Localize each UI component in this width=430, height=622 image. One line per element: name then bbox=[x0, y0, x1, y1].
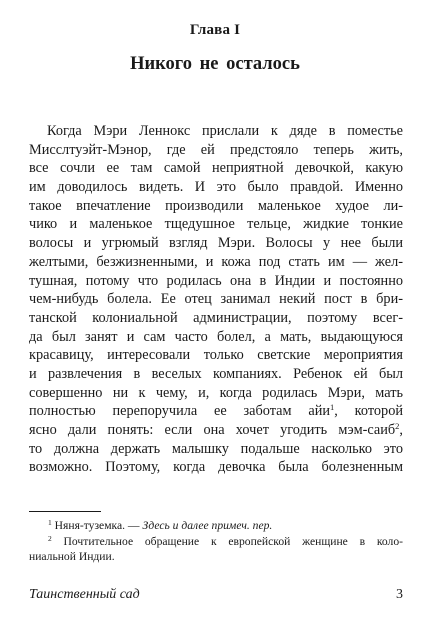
footnote-ref: 2 bbox=[395, 421, 400, 431]
body-line: красавицу, интересовали только светские мероприятия bbox=[29, 347, 403, 364]
body-line-with-footnote bbox=[29, 421, 403, 440]
body-line: и развлечения в веселых компаниях. Ребенок ей был bbox=[29, 365, 403, 382]
body-line: волосы и угрюмый взгляд Мэри. Волосы у нее были bbox=[29, 235, 403, 252]
body-line: Когда Мэри Леннокс прислали к дяде в поместье bbox=[47, 123, 403, 139]
body-line: тушная, потому что родилась она в Индии и постоянно bbox=[29, 272, 403, 289]
footnote bbox=[29, 518, 403, 534]
body-line-with-footnote bbox=[29, 402, 403, 421]
footnote-text: Няня-туземка. — bbox=[54, 519, 143, 532]
body-line: совершенно ни к чему, и, когда родилась Мэри, мать bbox=[29, 384, 403, 401]
running-title: Таинственный сад bbox=[29, 587, 140, 602]
footnote-mark: 2 bbox=[48, 533, 52, 543]
body-line: все сочли ее там самой неприятной девочкой, какую bbox=[29, 160, 403, 177]
page-number: 3 bbox=[396, 587, 403, 602]
body-text-part: , которой bbox=[334, 403, 403, 420]
footnote-mark: 1 bbox=[48, 518, 52, 527]
footnote-text: Почтительное обращение к европейской женщине в коло- bbox=[63, 534, 403, 548]
body-line: то должна держать малышку подальше насколько это bbox=[29, 440, 403, 457]
body-line: им доводилось видеть. И это было правдой. Именно bbox=[29, 179, 403, 196]
body-line: желтыми, безжизненными, и кожа под стать им — жел- bbox=[29, 253, 403, 270]
footnote bbox=[29, 534, 403, 550]
body-text bbox=[29, 122, 403, 477]
body-text-part: , bbox=[399, 422, 403, 438]
body-line: такое впечатление производили маленькое худое ли- bbox=[29, 197, 403, 214]
footnote-italic: Здесь и далее примеч. пер. bbox=[142, 519, 273, 532]
body-line: чико и маленькое тщедушное тельце, жидкие тонкие bbox=[29, 216, 403, 233]
body-line: Мисслтуэйт-Мэнор, где ей предстояло теперь жить, bbox=[29, 141, 403, 158]
chapter-heading: Глава I bbox=[189, 22, 241, 38]
body-text-part: ясно дали понять: если она хочет угодить мэм-саиб bbox=[29, 422, 396, 438]
footnote-separator bbox=[29, 511, 101, 512]
body-text-part: полностью перепоручила ее заботам айи bbox=[29, 403, 331, 420]
footnote-ref: 1 bbox=[330, 402, 335, 413]
footnotes bbox=[29, 518, 403, 565]
body-line: да был занят и сам часто болел, а мать, выдающуюся bbox=[29, 328, 403, 345]
footnote-continuation: ниальной Индии. bbox=[29, 550, 115, 563]
body-line: возможно. Поэтому, когда девочка была болезненным bbox=[29, 459, 403, 476]
body-line: чем-нибудь болела. Ее отец занимал некий пост в бри- bbox=[29, 291, 403, 308]
chapter-title: Никого не осталось bbox=[130, 54, 300, 74]
body-line: танской колониальной администрации, поэтому всег- bbox=[29, 309, 403, 326]
page-footer bbox=[29, 587, 403, 603]
